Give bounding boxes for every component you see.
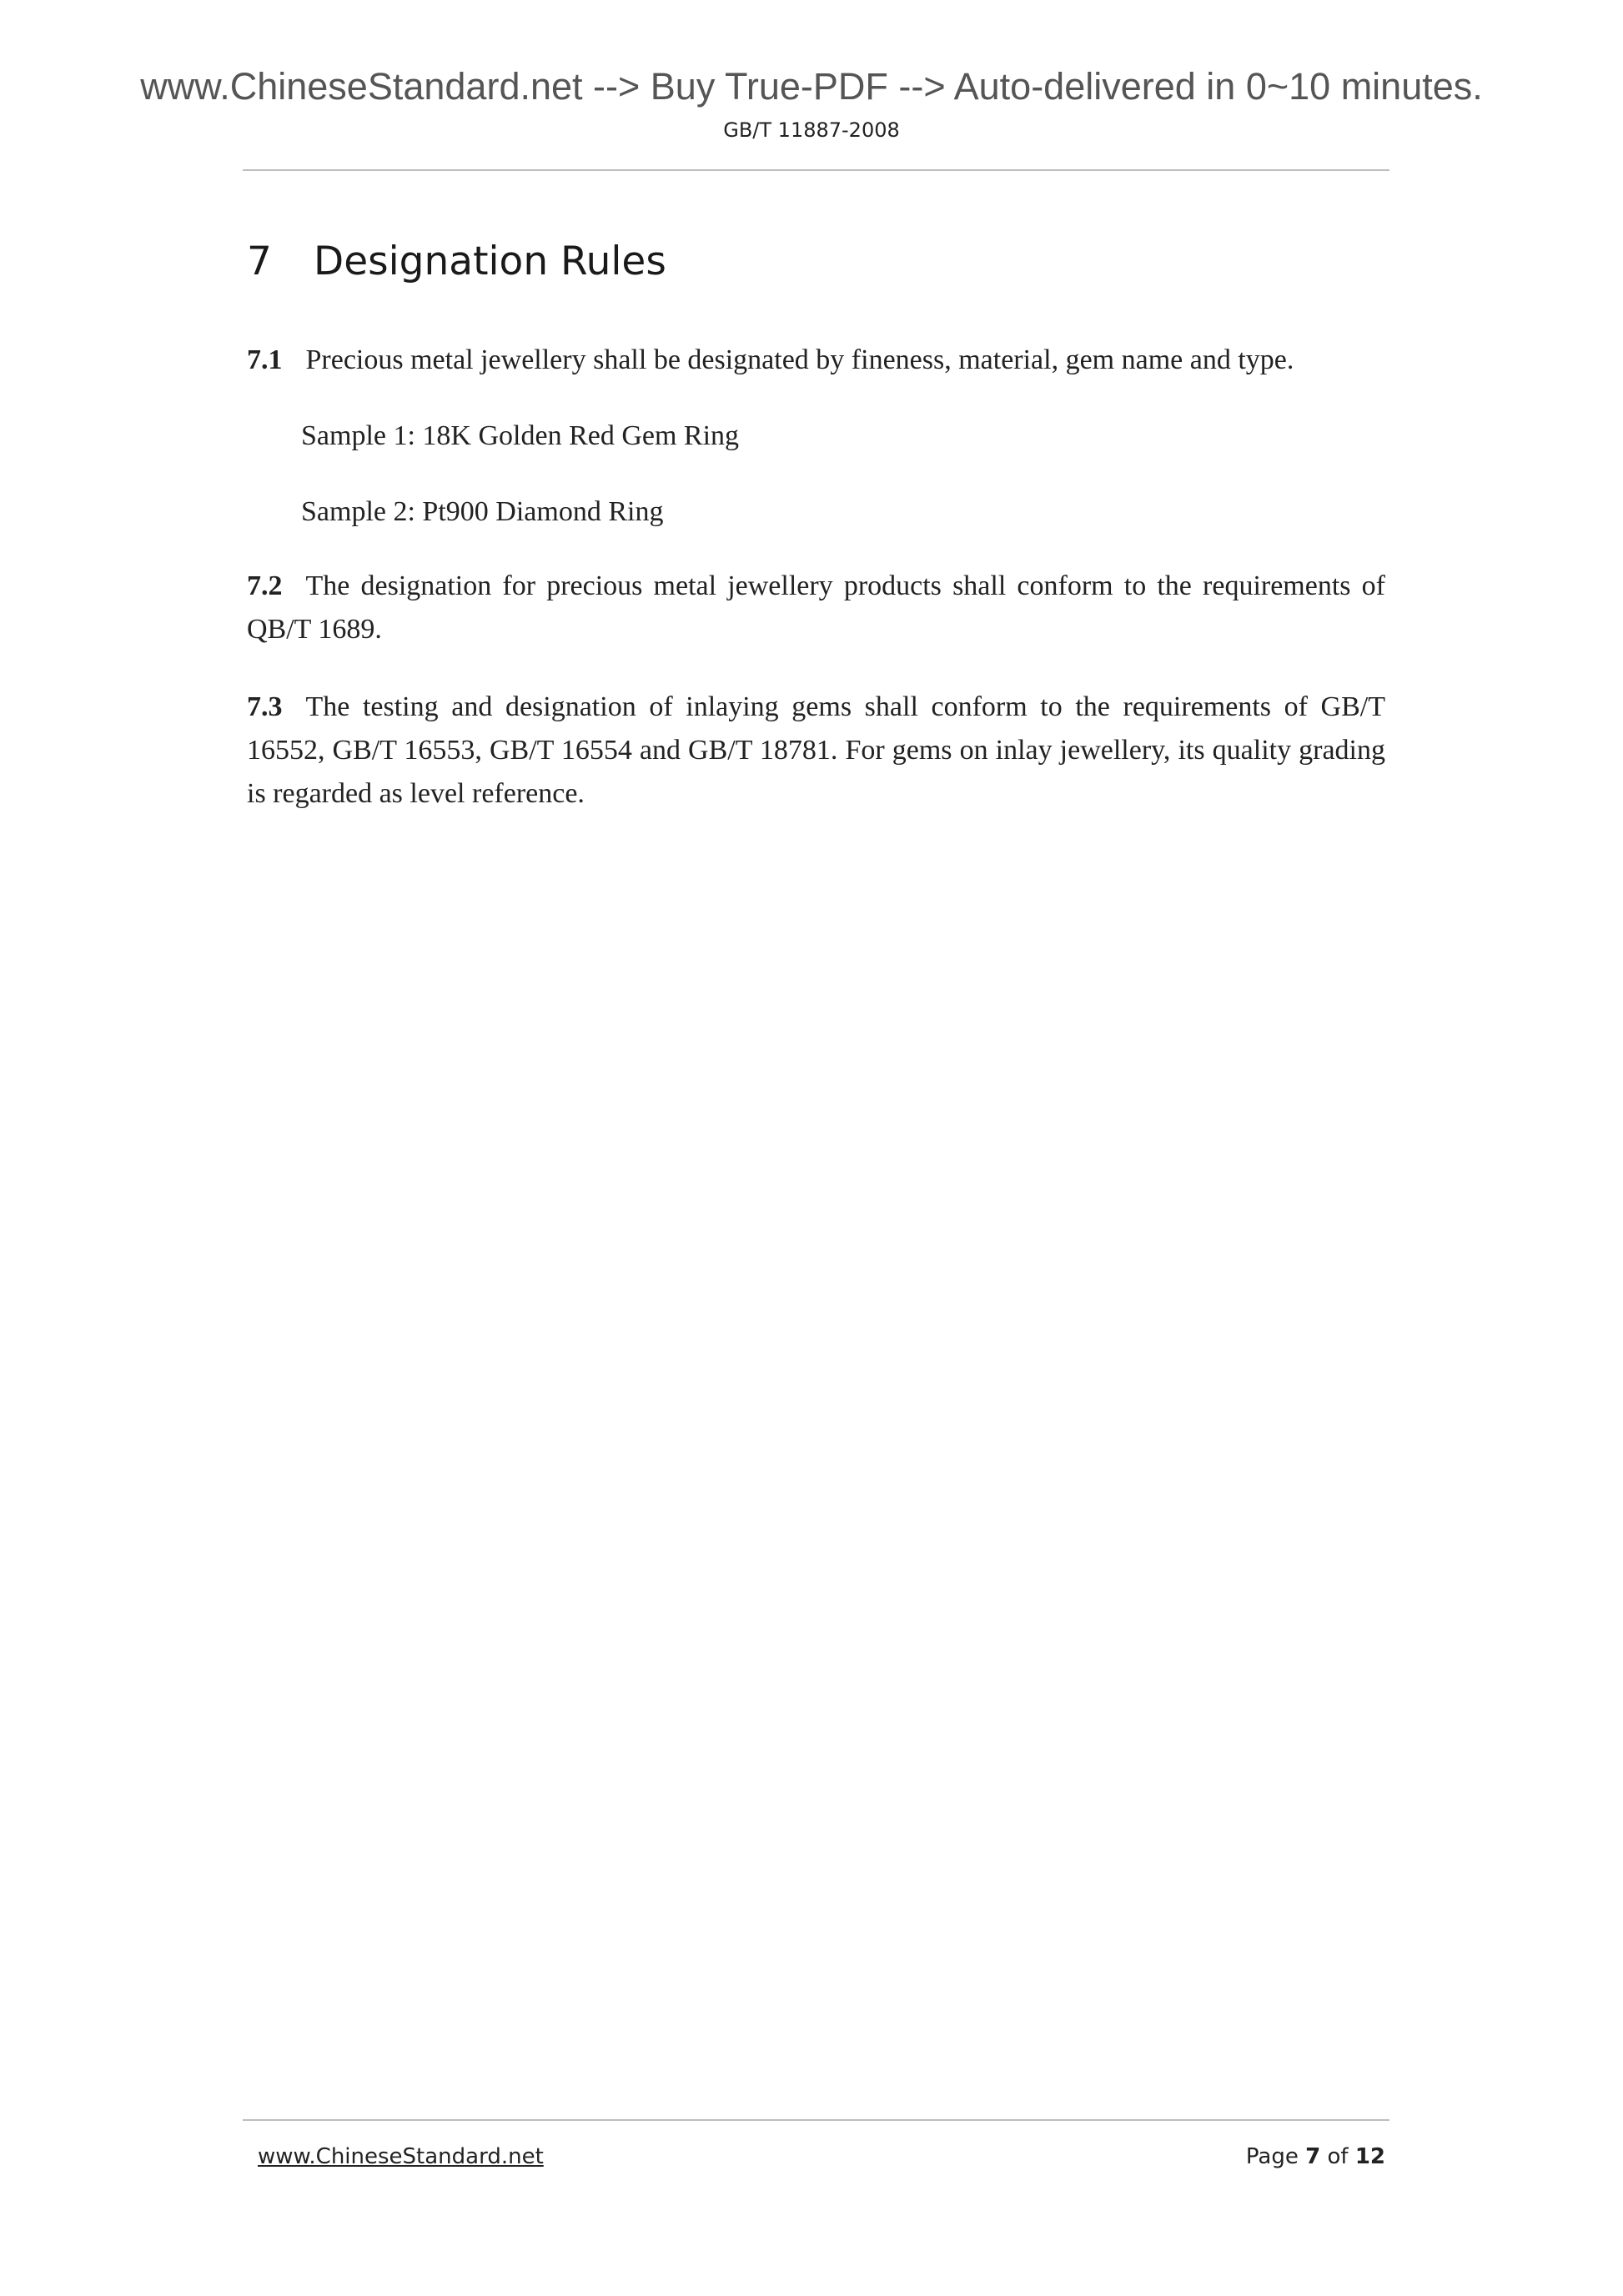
clause-number: 7.2 xyxy=(247,570,283,601)
section-heading xyxy=(247,235,666,289)
clause-number: 7.3 xyxy=(247,691,283,722)
clause-number: 7.1 xyxy=(247,344,283,375)
page-of: of xyxy=(1327,2144,1349,2169)
sample-1: Sample 1: 18K Golden Red Gem Ring xyxy=(301,420,740,451)
clause-text: Precious metal jewellery shall be designated by fineness, material, gem name and type. xyxy=(305,344,1294,375)
top-banner-text: www.ChineseStandard.net --> Buy True-PDF --> Auto-delivered in 0~10 minutes. xyxy=(140,65,1483,108)
standard-number-header: GB/T 11887-2008 xyxy=(723,118,900,142)
clause-text: The designation for precious metal jewellery products shall conform to the requirements of QB/T 1689. xyxy=(247,570,1385,645)
footer-divider xyxy=(243,2119,1389,2121)
page-current: 7 xyxy=(1305,2144,1321,2169)
section-title: Designation Rules xyxy=(314,239,666,284)
clause-7-1 xyxy=(247,339,1385,382)
sample-2: Sample 2: Pt900 Diamond Ring xyxy=(301,496,664,527)
page-prefix: Page xyxy=(1245,2144,1299,2169)
clause-7-2 xyxy=(247,565,1385,651)
section-number: 7 xyxy=(247,239,272,284)
page-indicator xyxy=(1246,2142,1385,2172)
clause-7-3 xyxy=(247,686,1385,816)
page-total: 12 xyxy=(1354,2144,1385,2169)
clause-text: The testing and designation of inlaying gems shall conform to the requirements of GB/T 16552, GB/T 16553, GB/T 16554 and GB/T 18781. For gems on inlay jewellery, its quality grading is regarded as level reference. xyxy=(247,691,1385,809)
header-divider xyxy=(243,169,1389,171)
footer-website-link[interactable]: www.ChineseStandard.net xyxy=(258,2144,544,2169)
